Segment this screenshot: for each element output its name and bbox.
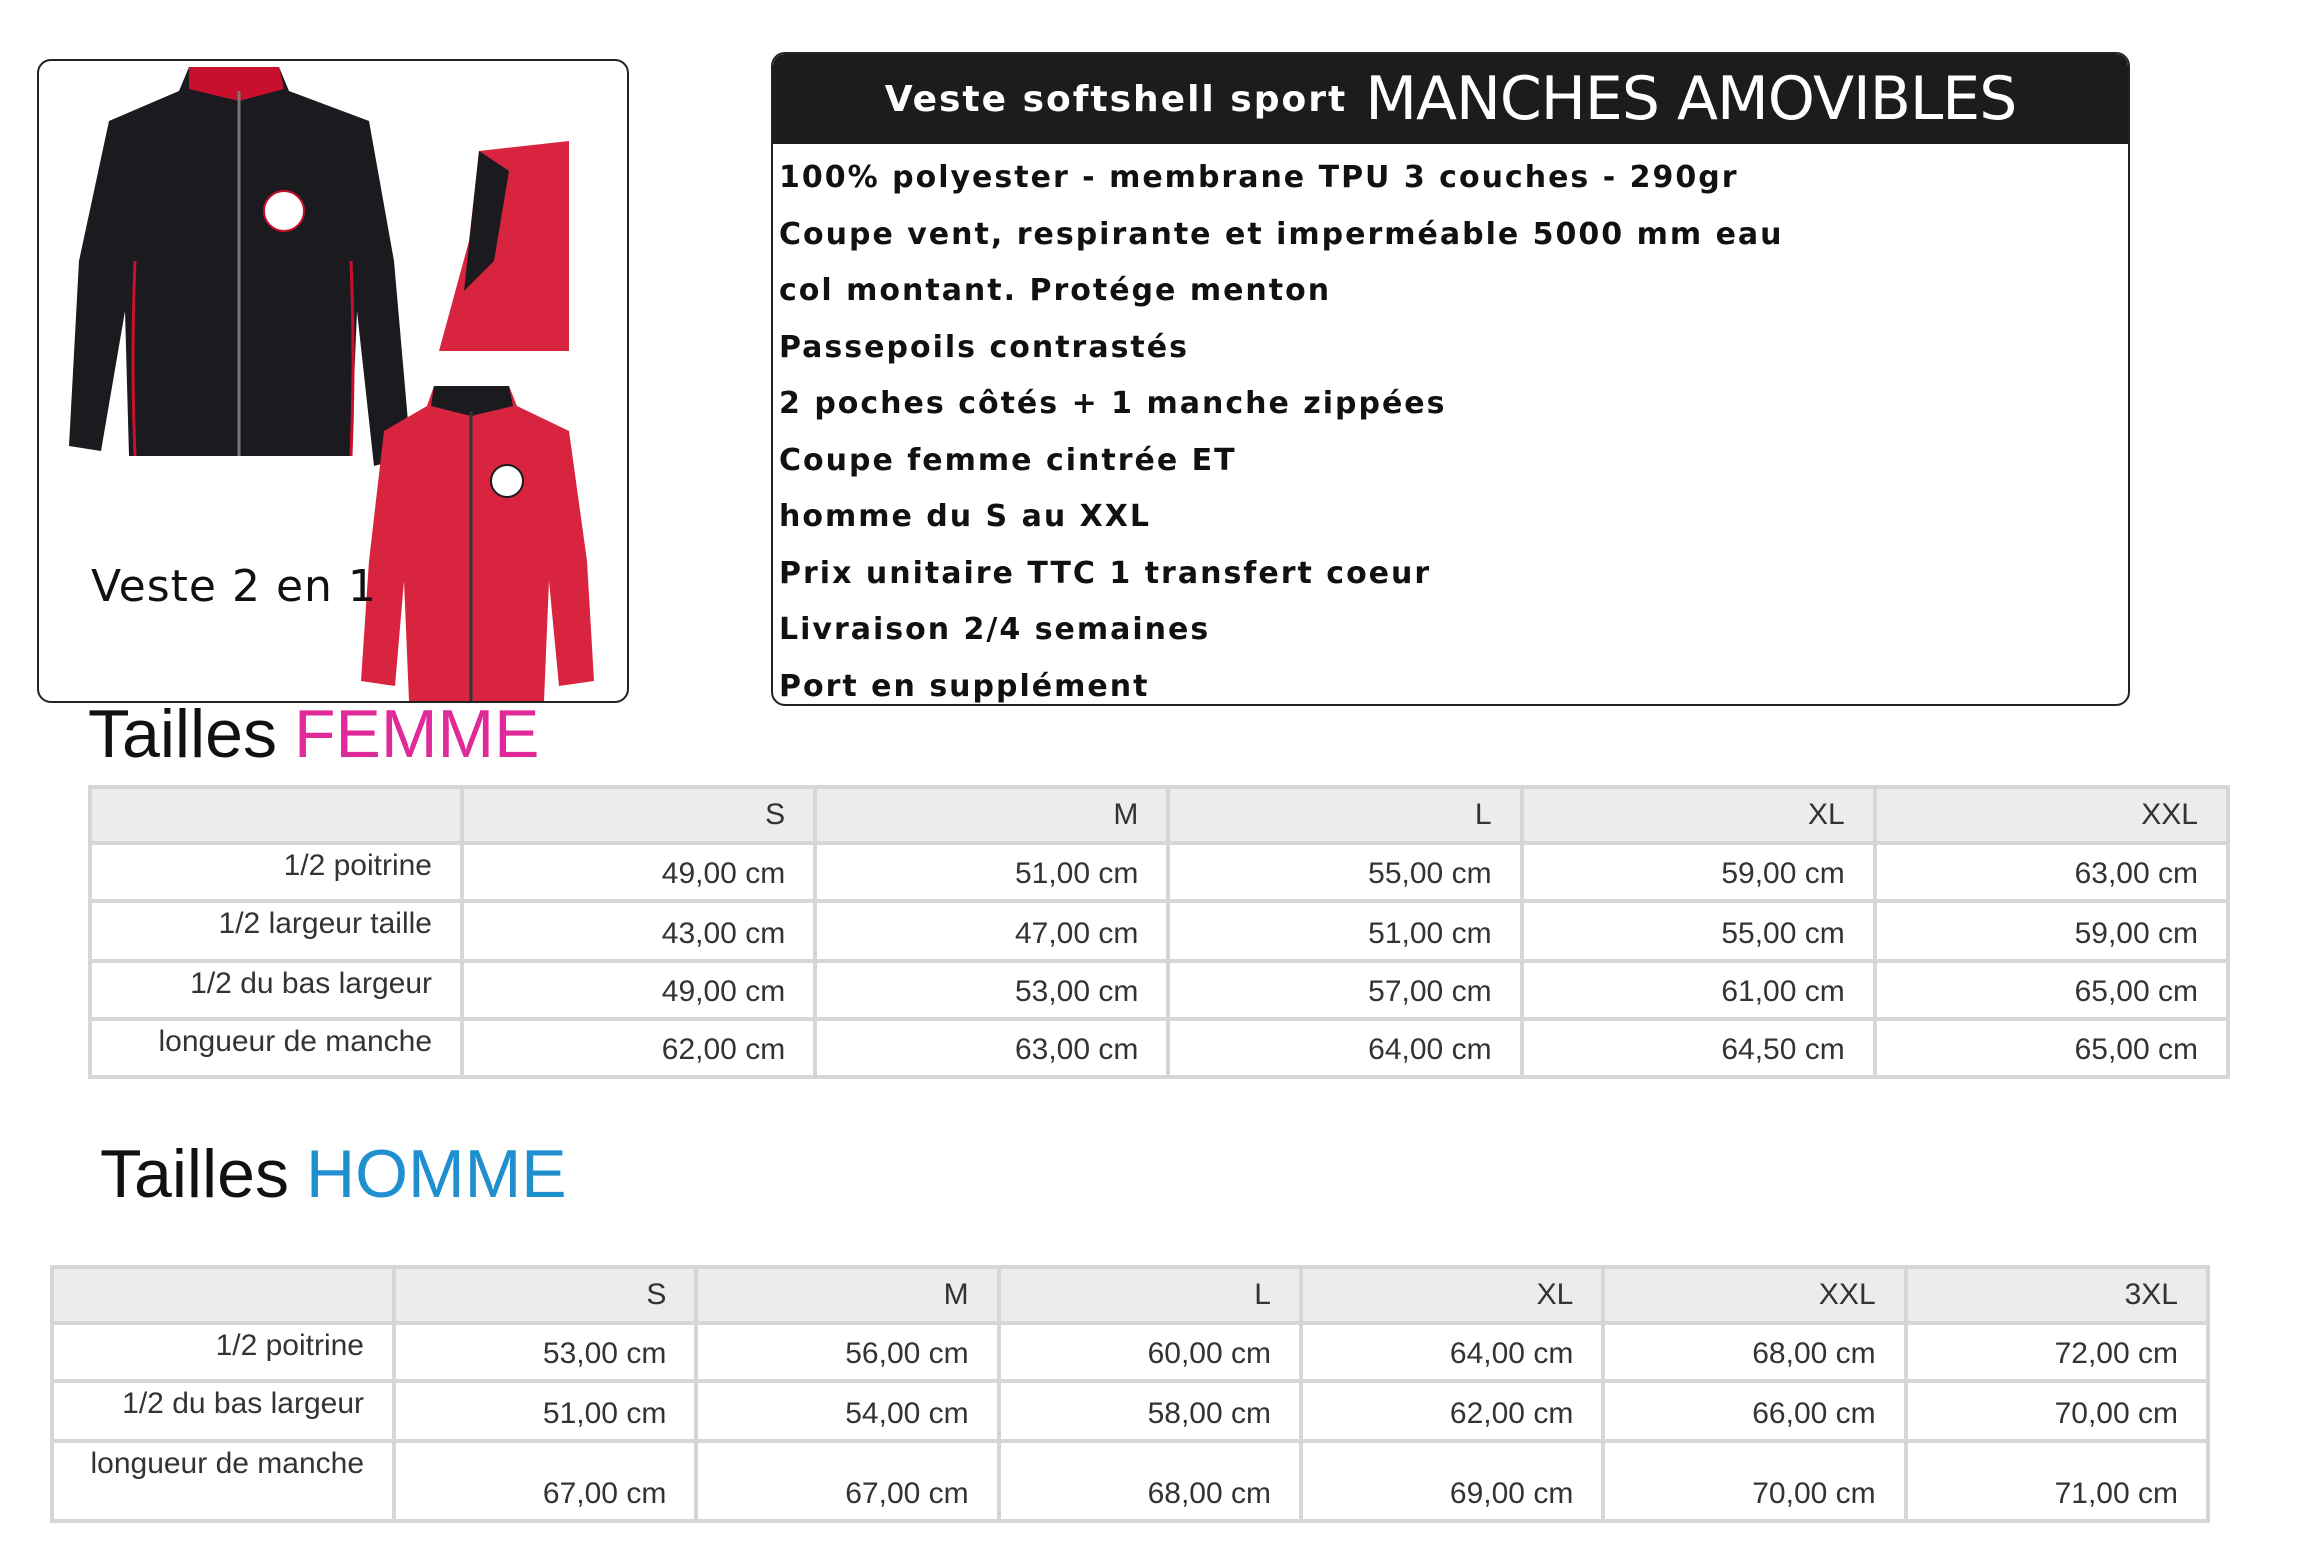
measurement-value: 67,00 cm — [394, 1441, 696, 1521]
image-caption: Veste 2 en 1 — [91, 561, 377, 612]
measurement-value: 51,00 cm — [1168, 901, 1521, 961]
size-column-header: XXL — [1875, 787, 2228, 843]
description-title-part2: MANCHES AMOVIBLES — [1365, 64, 2017, 134]
measurement-value: 64,00 cm — [1168, 1019, 1521, 1077]
measurement-value: 67,00 cm — [696, 1441, 998, 1521]
description-header — [773, 54, 2128, 144]
measurement-value: 49,00 cm — [462, 961, 815, 1019]
measurement-value: 63,00 cm — [815, 1019, 1168, 1077]
table-row — [90, 843, 2228, 901]
measurement-value: 47,00 cm — [815, 901, 1168, 961]
table-row — [90, 1019, 2228, 1077]
table-row — [90, 901, 2228, 961]
measurement-value: 70,00 cm — [1603, 1441, 1905, 1521]
homme-size-table — [50, 1265, 2210, 1523]
table-header-row — [90, 787, 2228, 843]
description-title-part1: Veste softshell sport — [884, 78, 1348, 120]
table-row — [52, 1441, 2208, 1521]
homme-title — [100, 1135, 567, 1213]
femme-size-table — [88, 785, 2230, 1079]
description-line: homme du S au XXL — [779, 499, 1152, 534]
measurement-value: 63,00 cm — [1875, 843, 2228, 901]
femme-title-accent: FEMME — [293, 696, 540, 772]
description-line: Prix unitaire TTC 1 transfert coeur — [779, 555, 1432, 591]
measurement-value: 65,00 cm — [1875, 961, 2228, 1019]
size-column-header: XXL — [1603, 1267, 1905, 1323]
measurement-value: 72,00 cm — [1906, 1323, 2208, 1381]
measurement-label: longueur de manche — [90, 1019, 462, 1077]
measurement-value: 69,00 cm — [1301, 1441, 1603, 1521]
measurement-value: 58,00 cm — [999, 1381, 1301, 1441]
description-line: Coupe vent, respirante et imperméable 5000 mm eau — [779, 216, 1784, 252]
measurement-label: 1/2 poitrine — [52, 1323, 394, 1381]
measurement-value: 55,00 cm — [1522, 901, 1875, 961]
table-row — [52, 1323, 2208, 1381]
table-row — [90, 961, 2228, 1019]
table-body — [52, 1323, 2208, 1521]
measurement-value: 56,00 cm — [696, 1323, 998, 1381]
measurement-value: 53,00 cm — [815, 961, 1168, 1019]
measurement-label: 1/2 poitrine — [90, 843, 462, 901]
description-line: Passepoils contrastés — [779, 329, 1189, 365]
table-row — [52, 1381, 2208, 1441]
measurement-value: 64,50 cm — [1522, 1019, 1875, 1077]
table-body — [90, 843, 2228, 1077]
measurement-value: 60,00 cm — [999, 1323, 1301, 1381]
table-header-row — [52, 1267, 2208, 1323]
measurement-label: 1/2 largeur taille — [90, 901, 462, 961]
measurement-value: 68,00 cm — [999, 1441, 1301, 1521]
measurement-value: 54,00 cm — [696, 1381, 998, 1441]
femme-title-prefix: Tailles — [88, 696, 277, 772]
measurement-value: 62,00 cm — [462, 1019, 815, 1077]
measurement-value: 53,00 cm — [394, 1323, 696, 1381]
measurement-value: 65,00 cm — [1875, 1019, 2228, 1077]
size-column-header: 3XL — [1906, 1267, 2208, 1323]
measurement-value: 66,00 cm — [1603, 1381, 1905, 1441]
measurement-label: 1/2 du bas largeur — [52, 1381, 394, 1441]
measurement-label: 1/2 du bas largeur — [90, 961, 462, 1019]
product-image-box — [37, 59, 629, 703]
homme-title-accent: HOMME — [305, 1136, 567, 1212]
description-line: 100% polyester - membrane TPU 3 couches - 290gr — [779, 160, 1739, 195]
measurement-value: 57,00 cm — [1168, 961, 1521, 1019]
table-corner-cell — [90, 787, 462, 843]
description-panel — [771, 52, 2130, 706]
measurement-value: 68,00 cm — [1603, 1323, 1905, 1381]
measurement-value: 70,00 cm — [1906, 1381, 2208, 1441]
measurement-value: 71,00 cm — [1906, 1441, 2208, 1521]
measurement-value: 59,00 cm — [1875, 901, 2228, 961]
size-column-header: XL — [1301, 1267, 1603, 1323]
measurement-value: 51,00 cm — [394, 1381, 696, 1441]
description-line: Livraison 2/4 semaines — [779, 612, 1211, 647]
measurement-value: 64,00 cm — [1301, 1323, 1603, 1381]
red-sleeve-image — [439, 141, 569, 351]
measurement-value: 51,00 cm — [815, 843, 1168, 901]
measurement-value: 59,00 cm — [1522, 843, 1875, 901]
size-column-header: S — [394, 1267, 696, 1323]
description-lines — [773, 144, 2128, 706]
size-column-header: L — [999, 1267, 1301, 1323]
size-column-header: S — [462, 787, 815, 843]
measurement-label: longueur de manche — [52, 1441, 394, 1521]
table-corner-cell — [52, 1267, 394, 1323]
description-line: 2 poches côtés + 1 manche zippées — [779, 386, 1447, 421]
size-column-header: L — [1168, 787, 1521, 843]
black-jacket-image — [69, 67, 411, 466]
measurement-value: 62,00 cm — [1301, 1381, 1603, 1441]
measurement-value: 61,00 cm — [1522, 961, 1875, 1019]
measurement-value: 49,00 cm — [462, 843, 815, 901]
description-line: col montant. Protége menton — [779, 273, 1332, 308]
description-line: Coupe femme cintrée ET — [779, 442, 1237, 478]
homme-title-prefix: Tailles — [100, 1136, 289, 1212]
size-column-header: M — [696, 1267, 998, 1323]
size-column-header: M — [815, 787, 1168, 843]
red-jacket-image — [361, 386, 594, 701]
measurement-value: 55,00 cm — [1168, 843, 1521, 901]
femme-title — [88, 695, 540, 773]
description-line: Port en supplément — [779, 668, 1150, 704]
size-column-header: XL — [1522, 787, 1875, 843]
measurement-value: 43,00 cm — [462, 901, 815, 961]
